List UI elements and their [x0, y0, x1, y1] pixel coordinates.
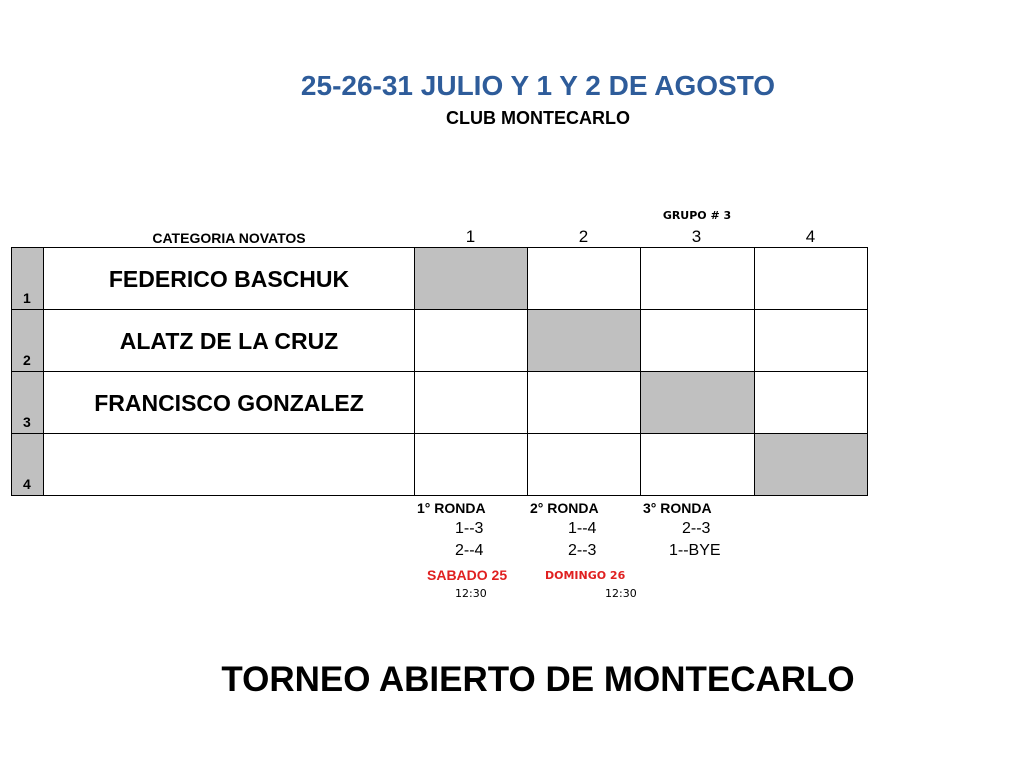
round-3-match-1: 2--3: [682, 520, 711, 537]
schedule-time-2: 12:30: [605, 587, 637, 600]
round-1-match-1: 1--3: [455, 520, 484, 537]
player-name-1: FEDERICO BASCHUK: [108, 266, 350, 292]
grid-line: [11, 371, 868, 372]
grid-line: [867, 247, 868, 496]
grid-line: [11, 247, 868, 248]
diagonal-cell-2: [527, 309, 640, 371]
tournament-title: TORNEO ABIERTO DE MONTECARLO: [221, 660, 855, 699]
player-name-2: ALATZ DE LA CRUZ: [119, 328, 339, 354]
grid-line: [527, 247, 528, 496]
grid-line: [11, 309, 868, 310]
round-label-1: 1° RONDA: [417, 500, 486, 516]
event-dates-title: 25-26-31 JULIO Y 1 Y 2 DE AGOSTO: [300, 70, 776, 101]
diagonal-cell-4: [754, 433, 867, 495]
round-2-match-2: 2--3: [568, 542, 597, 559]
round-label-3: 3° RONDA: [643, 500, 712, 516]
column-header-2: 2: [578, 227, 589, 246]
grid-line: [640, 247, 641, 496]
row-number-1: 1: [23, 290, 31, 306]
column-header-4: 4: [805, 227, 816, 246]
round-1-match-2: 2--4: [455, 542, 484, 559]
row-number-4: 4: [23, 476, 31, 492]
schedule-day-1: SABADO 25: [427, 567, 508, 583]
grid-line: [414, 247, 415, 496]
group-grid: [11, 247, 868, 496]
schedule-day-2: DOMINGO 26: [545, 569, 626, 582]
grid-line: [11, 247, 12, 496]
row-number-3: 3: [23, 414, 31, 430]
column-header-3: 3: [691, 227, 702, 246]
diagonal-cell-1: [414, 247, 527, 309]
player-name-3: FRANCISCO GONZALEZ: [94, 390, 364, 416]
diagonal-cell-3: [640, 371, 754, 433]
round-3-match-2: 1--BYE: [669, 542, 721, 559]
group-label: GRUPO # 3: [662, 209, 732, 222]
column-header-1: 1: [465, 227, 476, 246]
schedule-time-1: 12:30: [455, 587, 487, 600]
row-number-2: 2: [23, 352, 31, 368]
round-2-match-1: 1--4: [568, 520, 597, 537]
club-name: CLUB MONTECARLO: [446, 108, 630, 128]
round-label-2: 2° RONDA: [530, 500, 599, 516]
category-label: CATEGORIA NOVATOS: [152, 230, 306, 246]
grid-line: [11, 495, 868, 496]
grid-line: [11, 433, 868, 434]
grid-line: [754, 247, 755, 496]
